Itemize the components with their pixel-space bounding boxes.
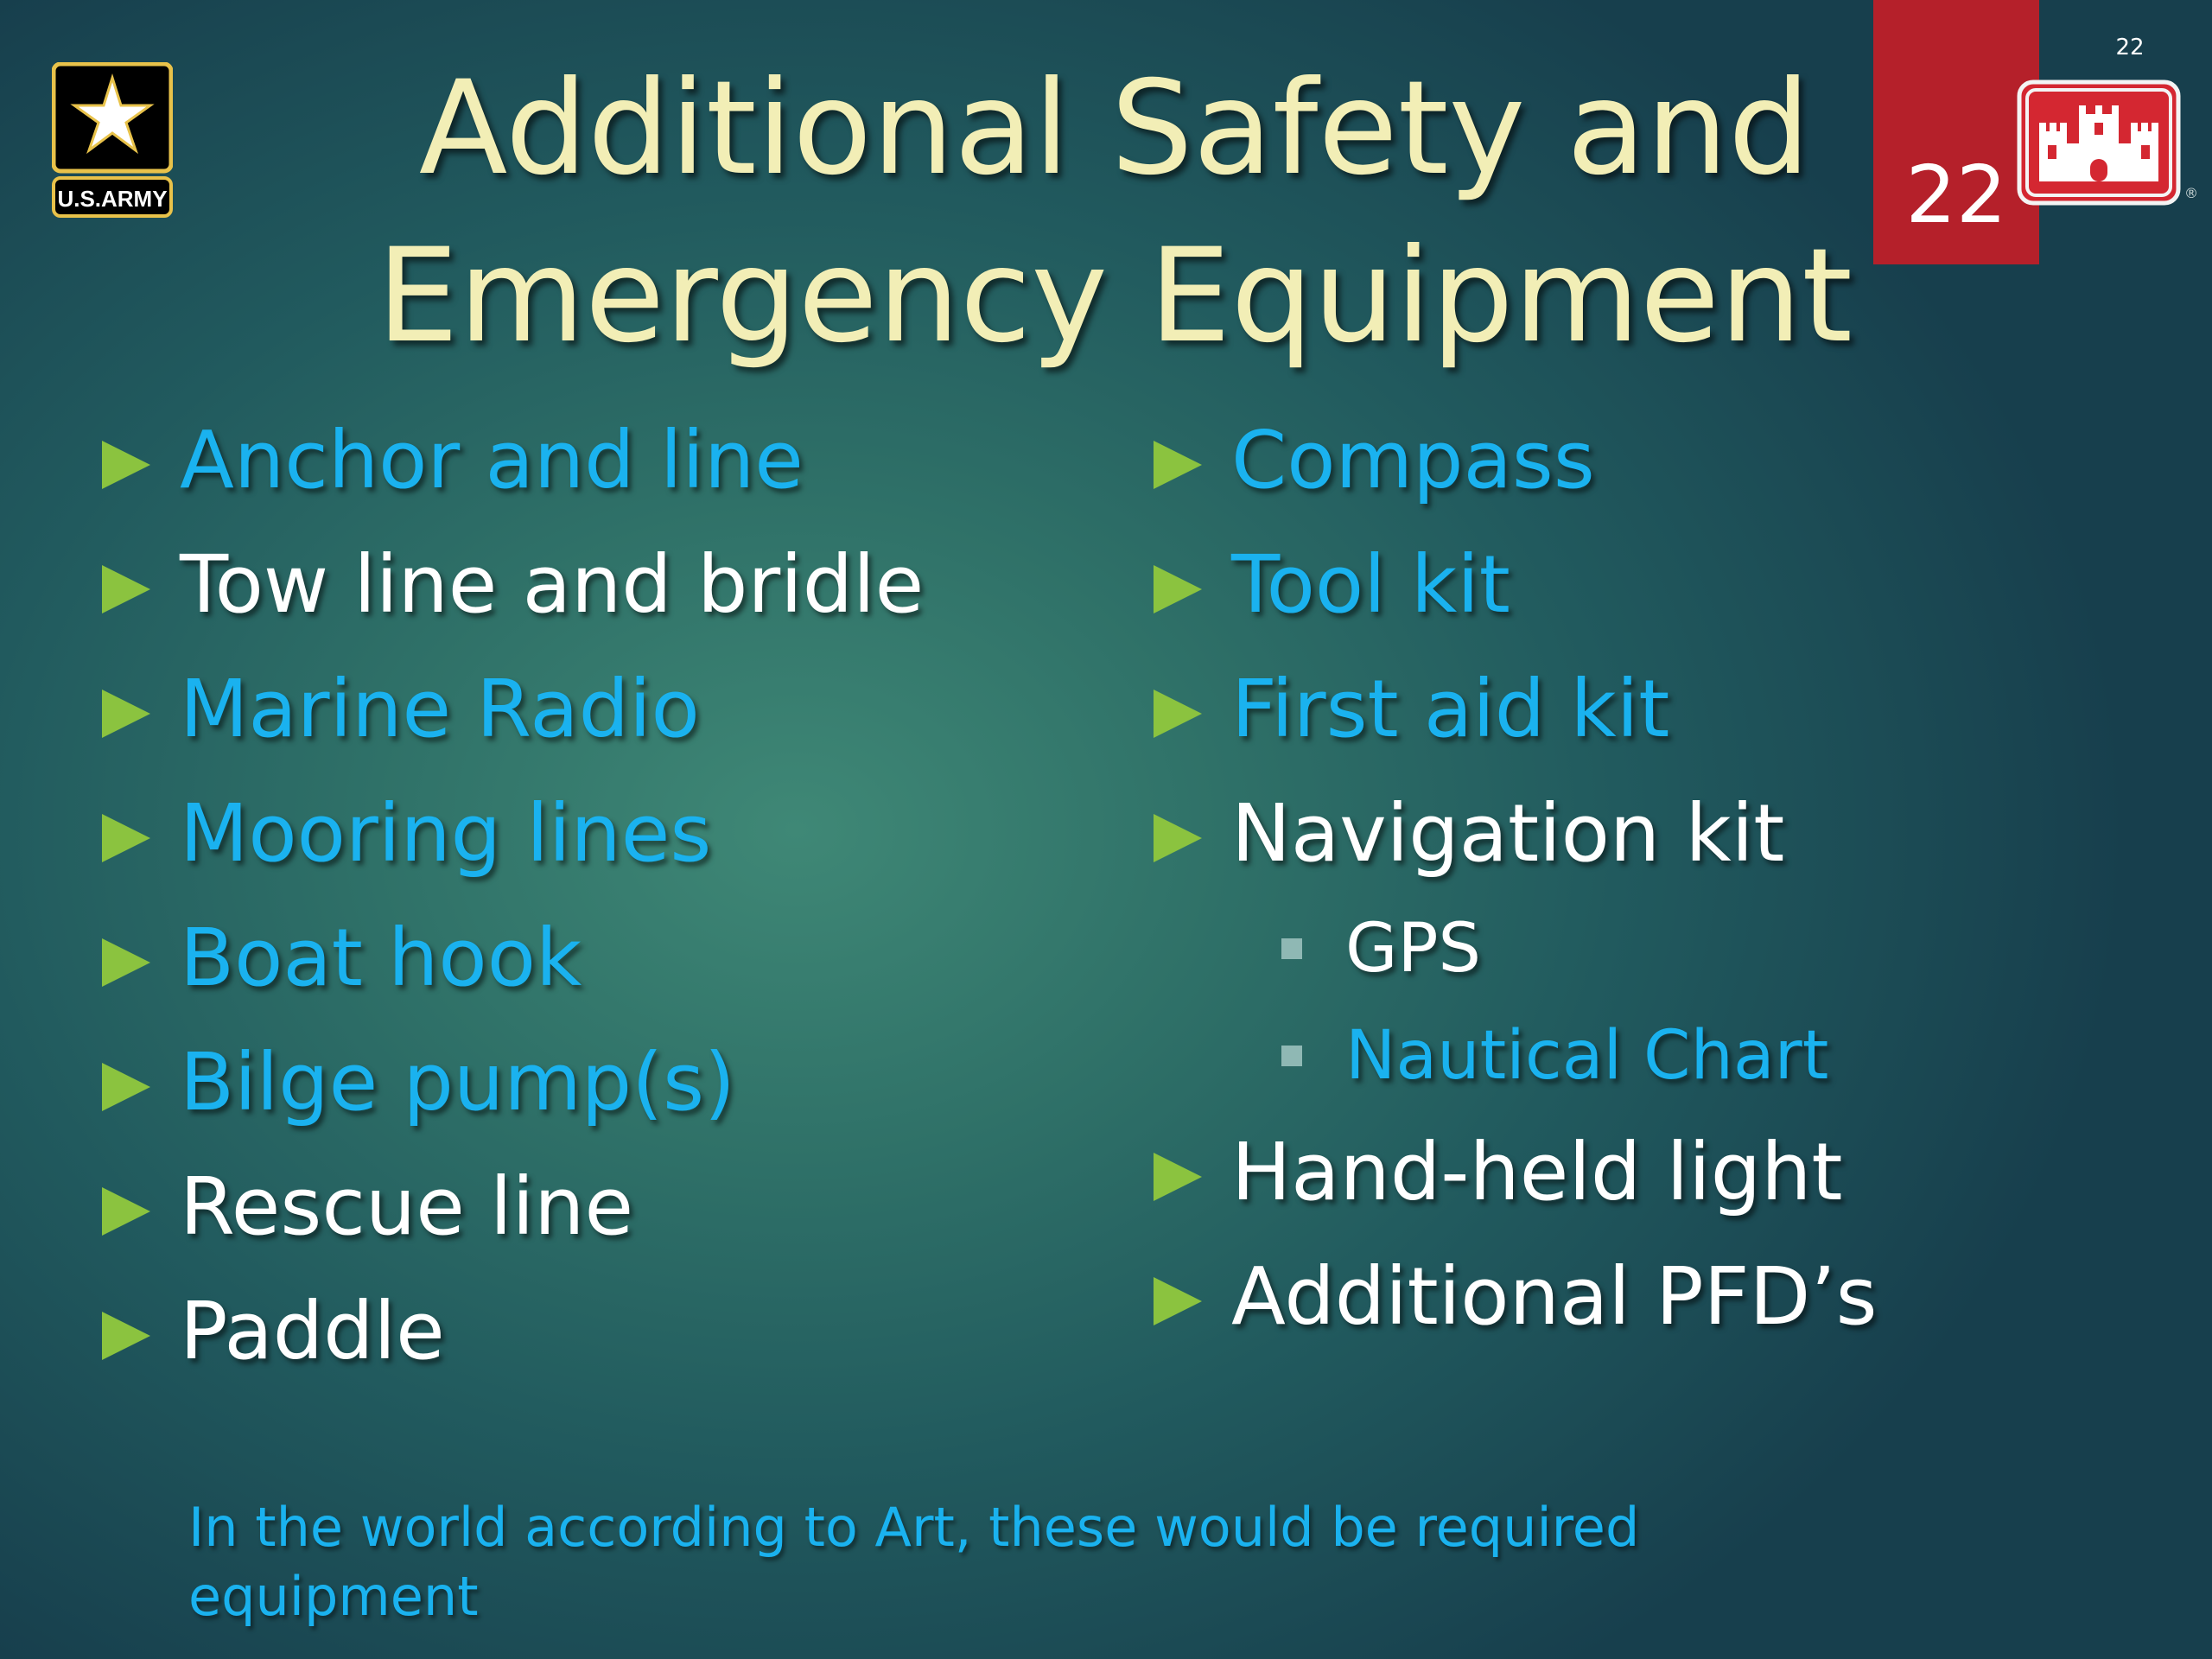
triangle-arrow-icon [102,565,150,613]
list-item-label: Tool kit [1231,537,1510,631]
list-item-label: Hand-held light [1231,1125,1843,1218]
triangle-arrow-icon [1154,1153,1202,1201]
footer-note: In the world according to Art, these would be required equipment [188,1496,1640,1628]
list-item-tool-kit [1154,522,1878,646]
list-item-tow-line [102,522,924,646]
triangle-arrow-icon [102,1312,150,1360]
page-number-small: 22 [2115,35,2145,60]
list-item-label: Tow line and bridle [180,537,925,631]
list-item-hand-held-light [1154,1109,1878,1234]
list-item-label: Marine Radio [180,662,700,755]
triangle-arrow-icon [102,938,150,987]
triangle-arrow-icon [1154,1277,1202,1325]
list-item-marine-radio [102,646,924,771]
list-item-paddle [102,1268,924,1393]
list-item-label: Paddle [180,1284,445,1377]
right-list [1154,397,1878,1358]
list-item-bilge-pumps [102,1020,924,1144]
list-item-label: Anchor and line [180,413,804,506]
list-item-navigation-kit [1154,771,1878,895]
army-logo-text: U.S.ARMY [57,186,168,212]
registered-mark: ® [2184,185,2198,201]
sub-item-nautical-chart [1154,1002,1878,1109]
list-item-mooring-lines [102,771,924,895]
triangle-arrow-icon [1154,690,1202,738]
triangle-arrow-icon [1154,441,1202,489]
sub-item-label: Nautical Chart [1345,1017,1829,1095]
list-item-compass [1154,397,1878,522]
triangle-arrow-icon [102,441,150,489]
army-logo [52,62,173,219]
list-item-label: Rescue line [180,1160,634,1253]
page-number: 22 [1905,149,2007,241]
left-list [102,397,924,1393]
list-item-label: Navigation kit [1231,786,1785,880]
triangle-arrow-icon [102,690,150,738]
list-item-label: Additional PFD’s [1231,1249,1878,1343]
list-item-label: Boat hook [180,911,582,1004]
list-item-boat-hook [102,895,924,1020]
square-bullet-icon [1281,938,1302,959]
list-item-label: Compass [1231,413,1595,506]
page-number-tab [1873,0,2039,264]
list-item-anchor-and-line [102,397,924,522]
title-line-2: Emergency Equipment [377,221,1853,372]
list-item-rescue-line [102,1144,924,1268]
list-item-label: Mooring lines [180,786,712,880]
triangle-arrow-icon [1154,814,1202,862]
list-item-label: Bilge pump(s) [180,1035,735,1128]
sub-item-gps [1154,895,1878,1002]
slide-title [363,45,1866,380]
triangle-arrow-icon [102,814,150,862]
castle-logo [2017,79,2181,206]
list-item-label: First aid kit [1231,662,1670,755]
title-line-1: Additional Safety and [418,54,1811,204]
list-item-additional-pfds [1154,1234,1878,1358]
triangle-arrow-icon [1154,565,1202,613]
square-bullet-icon [1281,1046,1302,1066]
triangle-arrow-icon [102,1187,150,1236]
list-item-first-aid-kit [1154,646,1878,771]
triangle-arrow-icon [102,1063,150,1111]
sub-item-label: GPS [1345,910,1481,988]
